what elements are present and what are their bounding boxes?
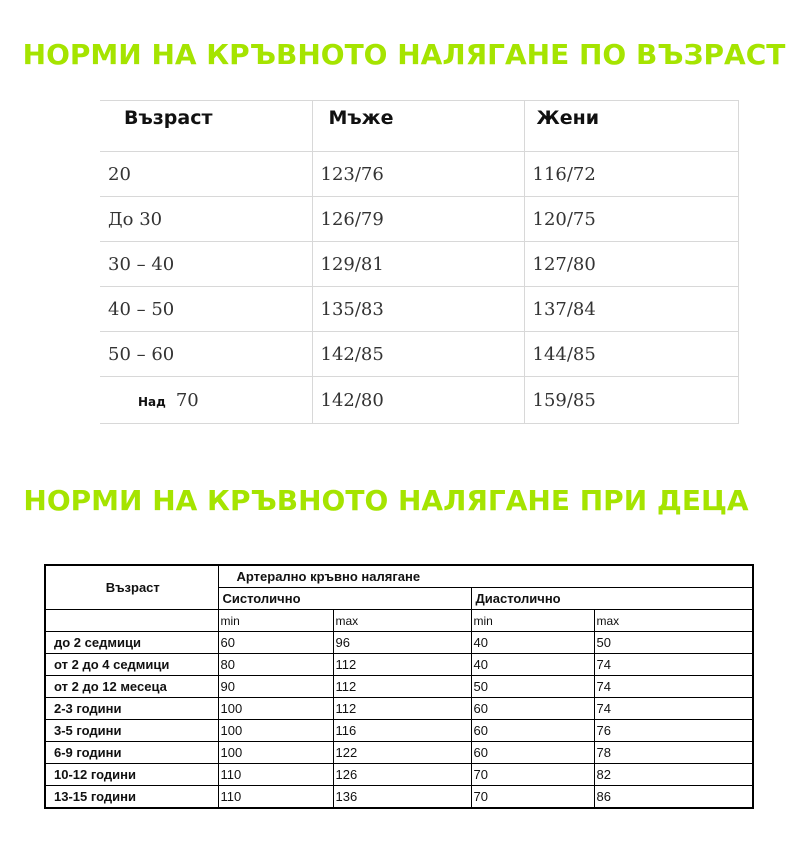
diastolic-min-cell: 50	[471, 676, 594, 698]
systolic-max-cell: 96	[333, 632, 471, 654]
age-cell: от 2 до 12 месеца	[45, 676, 218, 698]
diastolic-min-cell: 40	[471, 632, 594, 654]
men-cell: 126/79	[312, 197, 524, 242]
diastolic-min-cell: 60	[471, 698, 594, 720]
age-cell: 3-5 години	[45, 720, 218, 742]
table-row	[100, 152, 738, 197]
diastolic-max-cell: 76	[594, 720, 753, 742]
men-cell: 142/80	[312, 377, 524, 424]
systolic-min-cell: 110	[218, 786, 333, 809]
header-age: Възраст	[45, 565, 218, 610]
diastolic-max-cell: 86	[594, 786, 753, 809]
age-cell: 40 – 50	[100, 287, 312, 332]
diastolic-max-cell: 74	[594, 654, 753, 676]
age-cell: 30 – 40	[100, 242, 312, 287]
header-men: Мъже	[312, 101, 524, 152]
header-age: Възраст	[100, 101, 312, 152]
table-row	[100, 197, 738, 242]
systolic-min-cell: 100	[218, 698, 333, 720]
children-table-title: НОРМИ НА КРЪВНОТО НАЛЯГАНЕ ПРИ ДЕЦА	[23, 484, 749, 517]
children-minmax-row	[45, 610, 753, 632]
systolic-min-cell: 110	[218, 764, 333, 786]
systolic-min-cell: 100	[218, 720, 333, 742]
header-arterial-pressure: Артерално кръвно налягане	[218, 565, 753, 588]
diastolic-min-cell: 40	[471, 654, 594, 676]
header-diastolic: Диастолично	[471, 588, 753, 610]
age-cell: 6-9 години	[45, 742, 218, 764]
women-cell: 120/75	[524, 197, 738, 242]
age-cell	[100, 377, 312, 424]
table-row	[45, 786, 753, 809]
women-cell: 137/84	[524, 287, 738, 332]
systolic-max-cell: 126	[333, 764, 471, 786]
children-header-row	[45, 565, 753, 588]
max-label: max	[333, 610, 471, 632]
systolic-max-cell: 112	[333, 676, 471, 698]
max-label: max	[594, 610, 753, 632]
age-cell: 50 – 60	[100, 332, 312, 377]
children-blood-pressure-table	[44, 564, 754, 809]
systolic-max-cell: 122	[333, 742, 471, 764]
diastolic-min-cell: 60	[471, 742, 594, 764]
diastolic-min-cell: 70	[471, 764, 594, 786]
header-women: Жени	[524, 101, 738, 152]
men-cell: 135/83	[312, 287, 524, 332]
diastolic-min-cell: 60	[471, 720, 594, 742]
systolic-max-cell: 112	[333, 698, 471, 720]
table-row	[45, 720, 753, 742]
men-cell: 129/81	[312, 242, 524, 287]
women-cell: 116/72	[524, 152, 738, 197]
systolic-min-cell: 90	[218, 676, 333, 698]
table-row	[45, 764, 753, 786]
age-cell: 20	[100, 152, 312, 197]
header-systolic: Систолично	[218, 588, 471, 610]
men-cell: 142/85	[312, 332, 524, 377]
systolic-min-cell: 60	[218, 632, 333, 654]
table-row	[45, 632, 753, 654]
min-label: min	[218, 610, 333, 632]
diastolic-min-cell: 70	[471, 786, 594, 809]
systolic-max-cell: 112	[333, 654, 471, 676]
age-cell: 10-12 години	[45, 764, 218, 786]
table-row	[100, 332, 738, 377]
diastolic-max-cell: 50	[594, 632, 753, 654]
systolic-min-cell: 80	[218, 654, 333, 676]
systolic-max-cell: 116	[333, 720, 471, 742]
diastolic-max-cell: 74	[594, 676, 753, 698]
women-cell: 159/85	[524, 377, 738, 424]
age-cell: от 2 до 4 седмици	[45, 654, 218, 676]
table-row	[45, 698, 753, 720]
table-row	[45, 654, 753, 676]
age-value: 70	[175, 389, 199, 411]
adult-blood-pressure-table	[100, 100, 739, 424]
adult-table-header-row	[100, 101, 738, 152]
age-cell: До 30	[100, 197, 312, 242]
age-cell: 2-3 години	[45, 698, 218, 720]
min-label: min	[471, 610, 594, 632]
age-cell: до 2 седмици	[45, 632, 218, 654]
diastolic-max-cell: 78	[594, 742, 753, 764]
men-cell: 123/76	[312, 152, 524, 197]
age-prefix: Над	[138, 394, 166, 409]
women-cell: 144/85	[524, 332, 738, 377]
table-row	[100, 242, 738, 287]
age-cell: 13-15 години	[45, 786, 218, 809]
diastolic-max-cell: 82	[594, 764, 753, 786]
table-row	[100, 287, 738, 332]
table-row	[45, 742, 753, 764]
table-row	[100, 377, 738, 424]
women-cell: 127/80	[524, 242, 738, 287]
empty-cell	[45, 610, 218, 632]
systolic-max-cell: 136	[333, 786, 471, 809]
table-row	[45, 676, 753, 698]
systolic-min-cell: 100	[218, 742, 333, 764]
adults-table-title: НОРМИ НА КРЪВНОТО НАЛЯГАНЕ ПО ВЪЗРАСТ	[22, 38, 786, 71]
diastolic-max-cell: 74	[594, 698, 753, 720]
